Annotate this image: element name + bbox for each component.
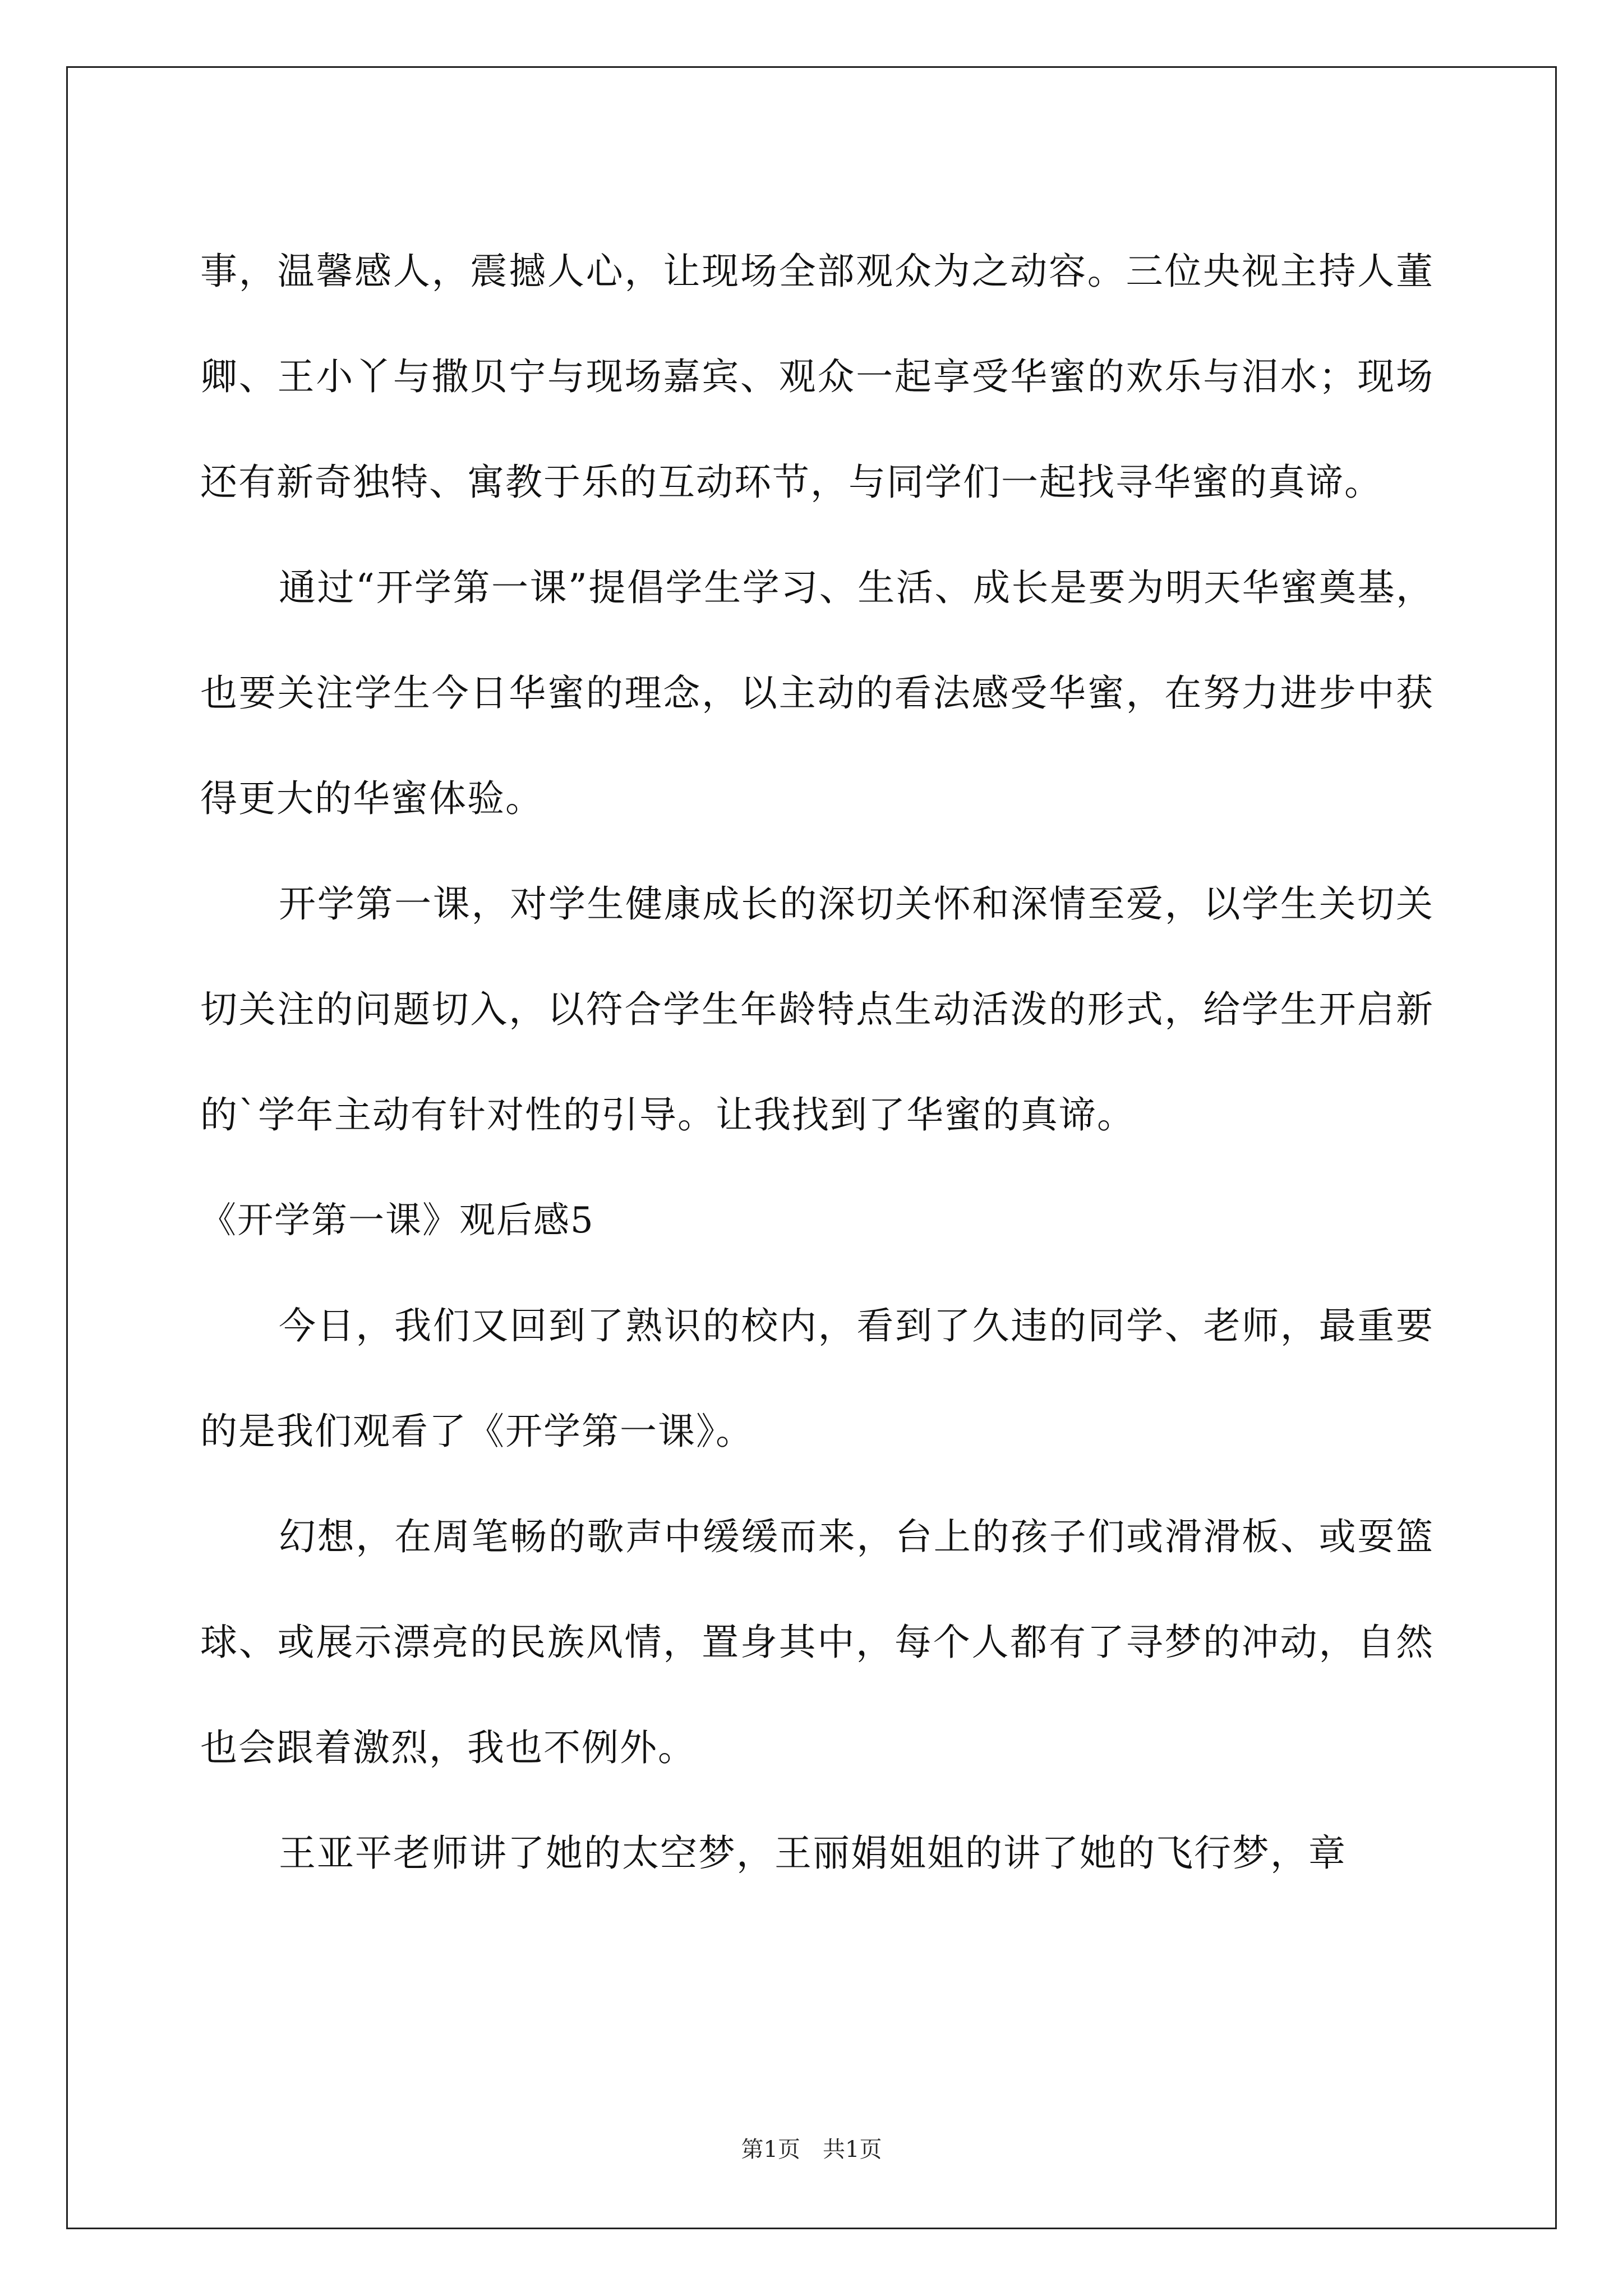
page-footer: 第1页 共1页 — [741, 2137, 882, 2162]
paragraph-2: 通过“开学第一课”提倡学生学习、生活、成长是要为明天华蜜奠基，也要关注学生今日华蜜的理念，以主动的看法感受华蜜，在努力进步中获得更大的华蜜体验。 — [200, 566, 1434, 820]
paragraph-1: 事，温馨感人，震撼人心，让现场全部观众为之动容。三位央视主持人董卿、王小丫与撒贝宁与现场嘉宾、观众一起享受华蜜的欢乐与泪水；现场还有新奇独特、寓教于乐的互动环节，与同学们一起找寻华蜜的真谛。 — [200, 250, 1434, 504]
document-body — [200, 219, 1434, 1906]
paragraph-4: 今日，我们又回到了熟识的校内，看到了久违的同学、老师，最重要的是我们观看了《开学第一课》。 — [200, 1304, 1434, 1453]
paragraph-3: 开学第一课，对学生健康成长的深切关怀和深情至爱，以学生关切关切关注的问题切入，以符合学生年龄特点生动活泼的形式，给学生开启新的`学年主动有针对性的引导。让我找到了华蜜的真谛。 — [200, 882, 1434, 1137]
paragraph-6: 王亚平老师讲了她的太空梦，王丽娟姐姐的讲了她的飞行梦，章 — [279, 1832, 1347, 1875]
section-heading: 《开学第一课》观后感5 — [200, 1200, 594, 1241]
paragraph-5: 幻想，在周笔畅的歌声中缓缓而来，台上的孩子们或滑滑板、或耍篮球、或展示漂亮的民族风情，置身其中，每个人都有了寻梦的冲动，自然也会跟着激烈，我也不例外。 — [200, 1515, 1434, 1769]
